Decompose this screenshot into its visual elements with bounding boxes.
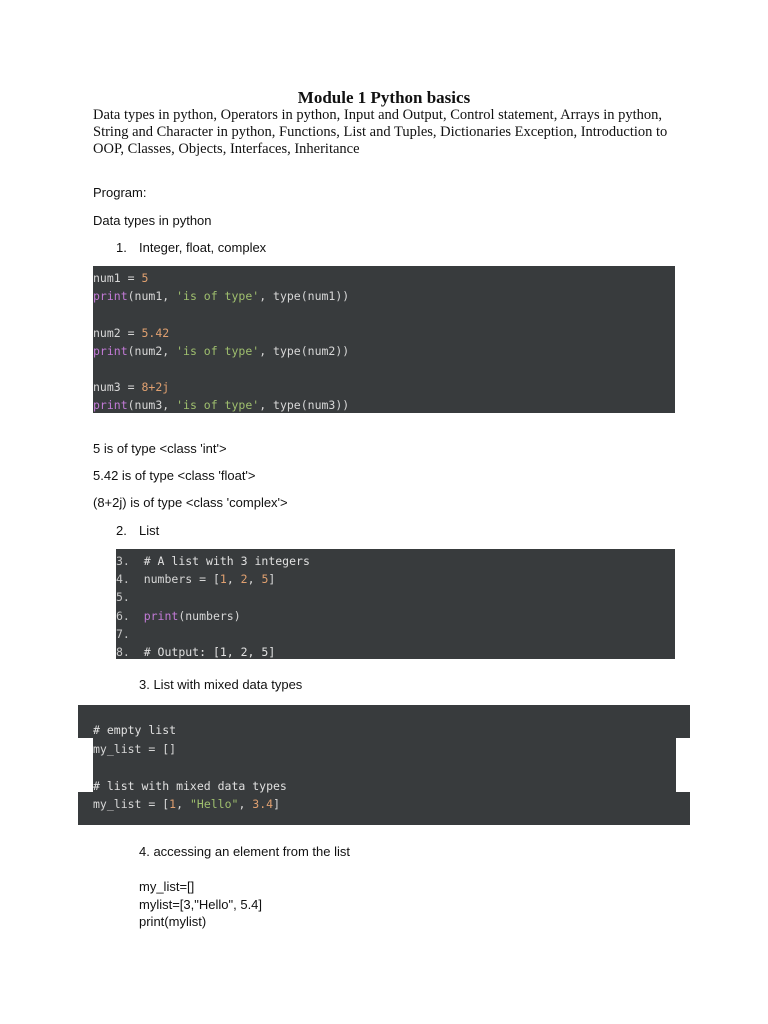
code-token: # A list with 3 integers xyxy=(143,554,310,568)
code-block-3-left-gap xyxy=(78,738,93,792)
code-token: 5.42 xyxy=(141,325,170,340)
code-line xyxy=(93,740,176,758)
code-line xyxy=(116,570,275,588)
program-label: Program: xyxy=(93,185,147,200)
code-token: (numbers) xyxy=(178,608,241,623)
code-token: , xyxy=(247,572,262,587)
output-line-2: 5.42 is of type <class 'float'> xyxy=(93,468,256,483)
code-4-line-3: print(mylist) xyxy=(139,914,207,929)
code-line xyxy=(93,396,349,413)
code-token: num2 = xyxy=(93,325,142,340)
code-line xyxy=(116,625,130,643)
code-token: # empty list xyxy=(93,723,177,737)
code-token: 'is of type' xyxy=(176,398,260,413)
code-token: (num3, xyxy=(127,398,177,413)
code-token: num3 = xyxy=(93,380,142,395)
code-token: , type(num1)) xyxy=(259,289,350,304)
list-item-1-number: 1. xyxy=(116,240,127,255)
code-token: (num1, xyxy=(127,289,177,304)
code-token: ] xyxy=(273,797,281,811)
code-token: 'is of type' xyxy=(176,289,260,304)
output-line-3: (8+2j) is of type <class 'complex'> xyxy=(93,495,288,510)
code-token: print xyxy=(93,289,128,304)
code-line xyxy=(116,552,310,570)
code-token: , type(num3)) xyxy=(259,398,350,413)
code-token: , xyxy=(238,797,253,811)
code-line xyxy=(93,721,176,739)
code-token: 5 xyxy=(261,572,269,587)
code-line xyxy=(93,795,280,813)
code-token: print xyxy=(143,608,179,623)
code-line xyxy=(116,607,241,625)
code-token: 7. xyxy=(116,626,130,641)
code-token: , xyxy=(226,572,241,587)
code-block-2 xyxy=(116,549,675,659)
code-line xyxy=(93,324,169,342)
code-4-line-1: my_list=[] xyxy=(139,879,195,894)
list-item-2-number: 2. xyxy=(116,523,127,538)
output-line-1: 5 is of type <class 'int'> xyxy=(93,441,227,456)
code-line xyxy=(93,378,169,396)
code-token: print xyxy=(93,398,128,413)
list-item-4-label: 4. accessing an element from the list xyxy=(139,844,350,859)
code-token: 8. xyxy=(116,645,144,659)
code-line xyxy=(116,588,130,606)
list-item-3-label: 3. List with mixed data types xyxy=(139,677,303,692)
code-token: "Hello" xyxy=(189,797,239,811)
list-item-1-label: Integer, float, complex xyxy=(139,240,267,255)
code-token: ] xyxy=(268,572,276,587)
code-token: (num2, xyxy=(127,343,177,358)
code-token: 4. xyxy=(116,572,144,587)
code-block-1 xyxy=(93,266,675,413)
code-line xyxy=(93,287,349,305)
code-line xyxy=(93,777,287,795)
module-topics: Data types in python, Operators in python, Input and Output, Control statement, Arrays in python, String and Character in python, Functions, List and Tuples, Dictionaries Exception, Introduction to OOP, Classes, Objects, Interfaces, Inheritance xyxy=(93,107,668,157)
code-token: num1 = xyxy=(93,271,142,285)
code-token: 6. xyxy=(116,608,144,623)
code-token: numbers = [ xyxy=(143,572,220,587)
code-block-3-right-gap xyxy=(676,738,690,792)
code-token: # Output: [1, 2, 5] xyxy=(143,645,276,659)
code-token: 1 xyxy=(219,572,227,587)
page-title: Module 1 Python basics xyxy=(297,88,471,107)
code-token: my_list = [] xyxy=(93,741,177,756)
code-token: 'is of type' xyxy=(176,343,260,358)
code-token: 5. xyxy=(116,590,130,605)
code-4-line-2: mylist=[3,"Hello", 5.4] xyxy=(139,897,263,912)
section-heading: Data types in python xyxy=(93,213,212,228)
code-token: , xyxy=(176,797,190,811)
code-token: 1 xyxy=(169,797,177,811)
code-token: , type(num2)) xyxy=(259,343,350,358)
code-token: # list with mixed data types xyxy=(93,778,287,793)
code-token: 2 xyxy=(240,572,248,587)
code-token: print xyxy=(93,343,128,358)
code-token: 3. xyxy=(116,554,144,568)
list-item-2-label: List xyxy=(139,523,160,538)
code-token: 5 xyxy=(141,271,149,285)
code-token: 8+2j xyxy=(141,380,170,395)
code-token: 3.4 xyxy=(252,797,274,811)
code-token: my_list = [ xyxy=(93,797,170,811)
code-line xyxy=(93,269,148,287)
code-block-3 xyxy=(78,705,690,825)
code-line xyxy=(93,342,349,360)
code-line xyxy=(116,643,275,659)
